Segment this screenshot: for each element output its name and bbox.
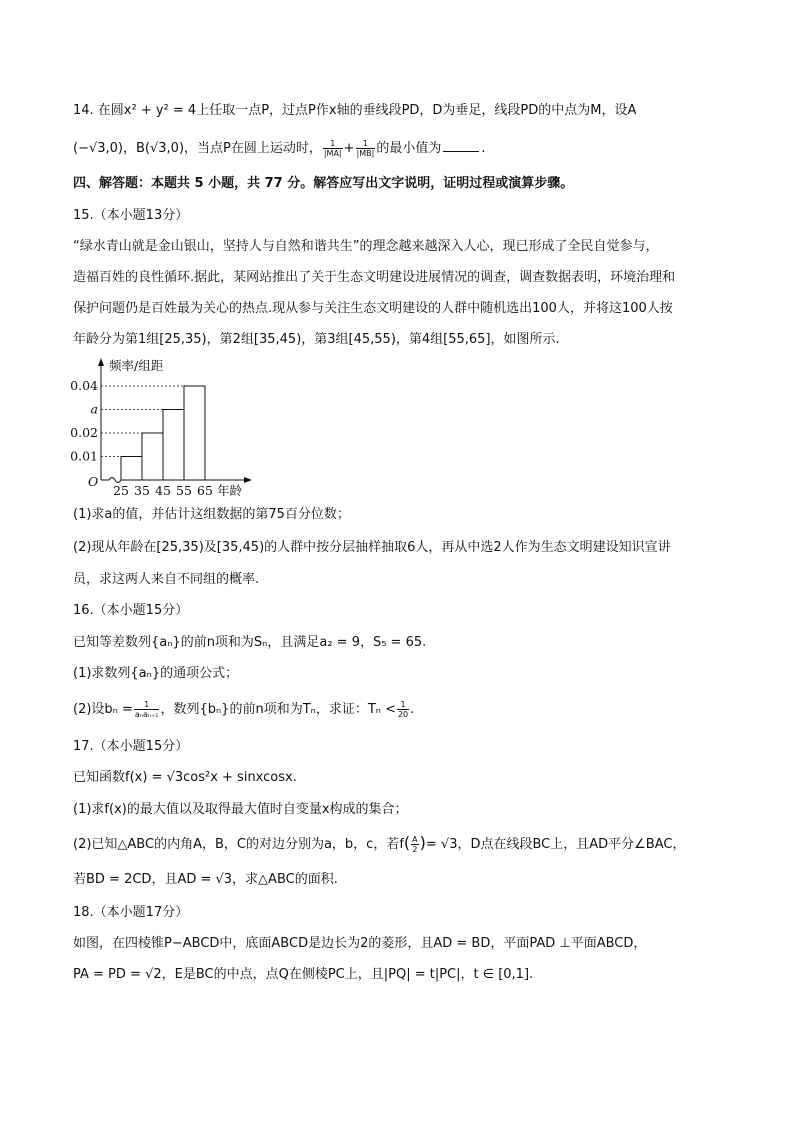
x-tick-label: 65 [197, 483, 213, 498]
q14-line2-post: 的最小值为 [376, 141, 442, 156]
q18-para2: PA = PD = √2，E是BC的中点，点Q在侧棱PC上，且|PQ| = t|PC|，t ∈ [0,1]. [73, 967, 534, 982]
histogram-bar [142, 433, 163, 480]
answer-blank [443, 141, 479, 152]
x-axis-title: 年龄 [217, 483, 243, 498]
frac-mb: $\frac{1}{|MB|}$ [356, 139, 375, 158]
q15-para1: “绿水青山就是金山银山，坚持人与自然和谐共生”的理念越来越深入人心，现已形成了全民自觉参与， [73, 239, 659, 254]
q14-line2-end: . [481, 141, 486, 156]
q18-header: 18.（本小题17分） [73, 905, 189, 920]
q17-part1: (1)求f(x)的最大值以及取得最大值时自变量x构成的集合； [73, 802, 408, 817]
q15-header: 15.（本小题13分） [73, 208, 189, 223]
q15-para2: 造福百姓的良性循环.据此，某网站推出了关于生态文明建设进展情况的调查，调查数据表明，环境治理和 [73, 270, 676, 285]
y-tick-label: 0.02 [70, 425, 98, 440]
x-tick-label: 25 [113, 483, 129, 498]
q16-part2-end: . [410, 702, 415, 717]
x-tick-label: 35 [134, 483, 150, 498]
q16-part2-pre: (2)设bₙ = [73, 702, 133, 717]
q16-part1: (1)求数列{aₙ}的通项公式； [73, 666, 239, 681]
axis-break-mark [109, 478, 121, 483]
x-tick-label: 55 [176, 483, 192, 498]
origin-label: O [88, 474, 99, 489]
frac-ma: $\frac{1}{|MA|}$ [323, 139, 342, 158]
q14-line2 [73, 139, 485, 158]
section-heading: 四、解答题：本题共 5 小题，共 77 分。解答应写出文字说明，证明过程或演算步骤。 [73, 176, 574, 191]
histogram-bar [121, 457, 142, 481]
q15-para3: 保护问题仍是百姓最为关心的热点.现从参与关注生态文明建设的人群中随机选出100人，并将这100人按 [73, 301, 673, 316]
histogram-bar [184, 386, 205, 480]
x-axis-arrow [244, 477, 252, 483]
q16-part2 [73, 700, 414, 719]
q14-line1: 14. 在圆x² + y² = 4上任取一点P，过点P作x轴的垂线段PD，D为垂足，线段PD的中点为M，设A [73, 103, 637, 118]
histogram-chart [68, 356, 258, 504]
q17-part2b: 若BD = 2CD，且AD = √3，求△ABC的面积. [73, 872, 338, 887]
q17-part2a-pre: (2)已知△ABC的内角A，B，C的对边分别为a，b，c，若f [73, 837, 404, 852]
frac-bn: $\frac{1}{\text{aₙaₙ₊₁}}$ [134, 700, 159, 719]
q15-part2b: 员，求这两人来自不同组的概率. [73, 572, 260, 587]
q15-part1: (1)求a的值，并估计这组数据的第75百分位数； [73, 507, 350, 522]
q16-part2-mid: ，数列{bₙ}的前n项和为Tₙ，求证：Tₙ < [160, 702, 396, 717]
x-tick-label: 45 [155, 483, 171, 498]
y-tick-label: a [90, 401, 98, 417]
q15-para4: 年龄分为第1组[25,35)，第2组[35,45)，第3组[45,55)，第4组[55,65]，如图所示. [73, 332, 560, 347]
y-tick-label: 0.01 [70, 448, 98, 464]
q15-part2a: (2)现从年龄在[25,35)及[35,45)的人群中按分层抽样抽取6人，再从中选2人作为生态文明建设知识宣讲 [73, 540, 671, 555]
frac-a-half: $\frac{A}{2}$ [412, 835, 418, 854]
q18-para1: 如图，在四棱锥P−ABCD中，底面ABCD是边长为2的菱形，且AD = BD，平面PAD ⊥平面ABCD， [73, 936, 647, 951]
y-axis-title: 频率/组距 [109, 358, 164, 373]
q14-line2-pre: (−√3,0)，B(√3,0)，当点P在圆上运动时， [73, 141, 322, 156]
y-tick-label: 0.04 [70, 378, 98, 393]
q16-stem: 已知等差数列{aₙ}的前n项和为Sₙ，且满足a₂ = 9，S₅ = 65. [73, 635, 427, 650]
y-axis-arrow [98, 358, 104, 366]
q16-header: 16.（本小题15分） [73, 603, 189, 618]
q17-stem: 已知函数f(x) = √3cos²x + sinxcosx. [73, 770, 297, 785]
histogram-bar [163, 410, 184, 481]
plus-sign: + [343, 141, 355, 156]
q17-part2a: (2)已知△ABC的内角A，B，C的对边分别为a，b，c，若f( $\frac{A}{2}$ )= √3，D点在线段BC上，且AD平分∠BAC， [73, 833, 686, 854]
frac-one-twentieth: $\frac{1}{20}$ [397, 700, 409, 719]
q17-header: 17.（本小题15分） [73, 739, 189, 754]
q17-part2a-post: = √3，D点在线段BC上，且AD平分∠BAC， [425, 837, 686, 852]
